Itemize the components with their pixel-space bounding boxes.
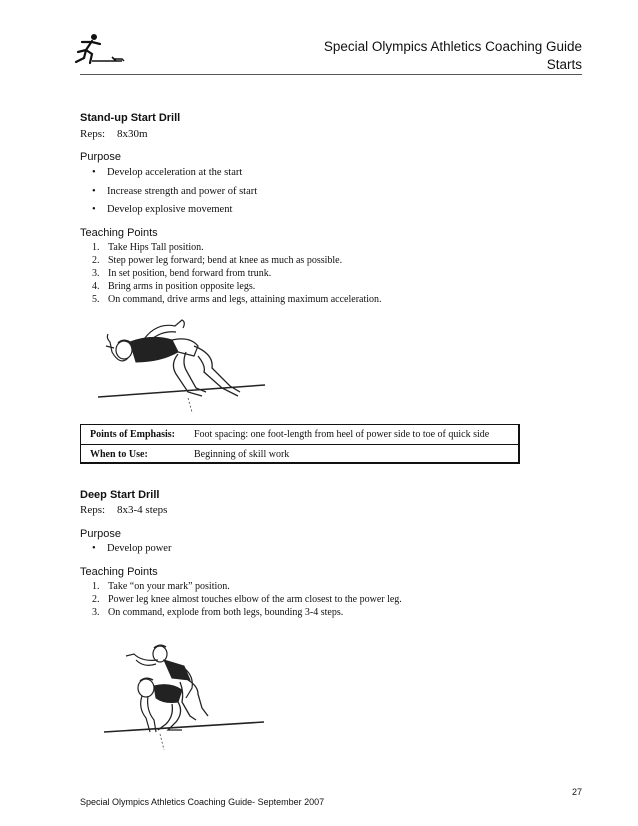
list-item: 3. In set position, bend forward from trunk. (92, 268, 272, 279)
footer-text: Special Olympics Athletics Coaching Guide- September 2007 (80, 797, 325, 807)
reps-value: 8x30m (117, 128, 148, 140)
list-item: 2. Step power leg forward; bend at knee as much as possible. (92, 255, 343, 266)
stand-up-start-illustration (90, 312, 270, 416)
teaching-heading: Teaching Points (80, 227, 158, 239)
teaching-points-list (92, 241, 382, 306)
reps-value: 8x3-4 steps (117, 504, 168, 516)
reps-line (80, 504, 167, 516)
purpose-heading: Purpose (80, 151, 121, 163)
header-title: Special Olympics Athletics Coaching Guide (323, 39, 582, 54)
when-to-use-value: Beginning of skill work (194, 449, 290, 460)
reps-line (80, 128, 148, 140)
list-item: 3. On command, explode from both legs, bounding 3-4 steps. (92, 607, 344, 618)
points-of-emphasis-table (80, 424, 520, 464)
list-item: 4. Bring arms in position opposite legs. (92, 281, 256, 292)
purpose-list (92, 542, 171, 561)
teaching-heading: Teaching Points (80, 566, 158, 578)
reps-label: Reps: (80, 128, 106, 140)
purpose-heading: Purpose (80, 528, 121, 540)
purpose-list (92, 166, 257, 222)
list-item: 2. Power leg knee almost touches elbow of the arm closest to the power leg. (92, 594, 402, 605)
list-item: 1. Take Hips Tall position. (92, 242, 204, 253)
deep-start-illustration (98, 636, 268, 754)
drill-title: Deep Start Drill (80, 489, 160, 501)
list-item: • Develop explosive movement (92, 203, 257, 222)
list-item: • Develop power (92, 542, 171, 561)
list-item: • Develop acceleration at the start (92, 166, 257, 185)
emphasis-label: Points of Emphasis: (90, 429, 176, 440)
header-divider (80, 74, 582, 75)
sprinter-icon (72, 30, 132, 68)
list-item: 1. Take “on your mark” position. (92, 581, 230, 592)
emphasis-value: Foot spacing: one foot-length from heel of power side to toe of quick side (194, 429, 490, 440)
list-item: 5. On command, drive arms and legs, attaining maximum acceleration. (92, 294, 382, 305)
list-item: • Increase strength and power of start (92, 185, 257, 204)
page-number: 27 (571, 787, 582, 797)
header-section: Starts (546, 57, 582, 72)
drill-title: Stand-up Start Drill (80, 112, 181, 124)
when-to-use-label: When to Use: (90, 449, 148, 460)
table-row (81, 425, 518, 445)
reps-label: Reps: (80, 504, 106, 516)
teaching-points-list (92, 580, 402, 619)
table-row (81, 445, 518, 464)
